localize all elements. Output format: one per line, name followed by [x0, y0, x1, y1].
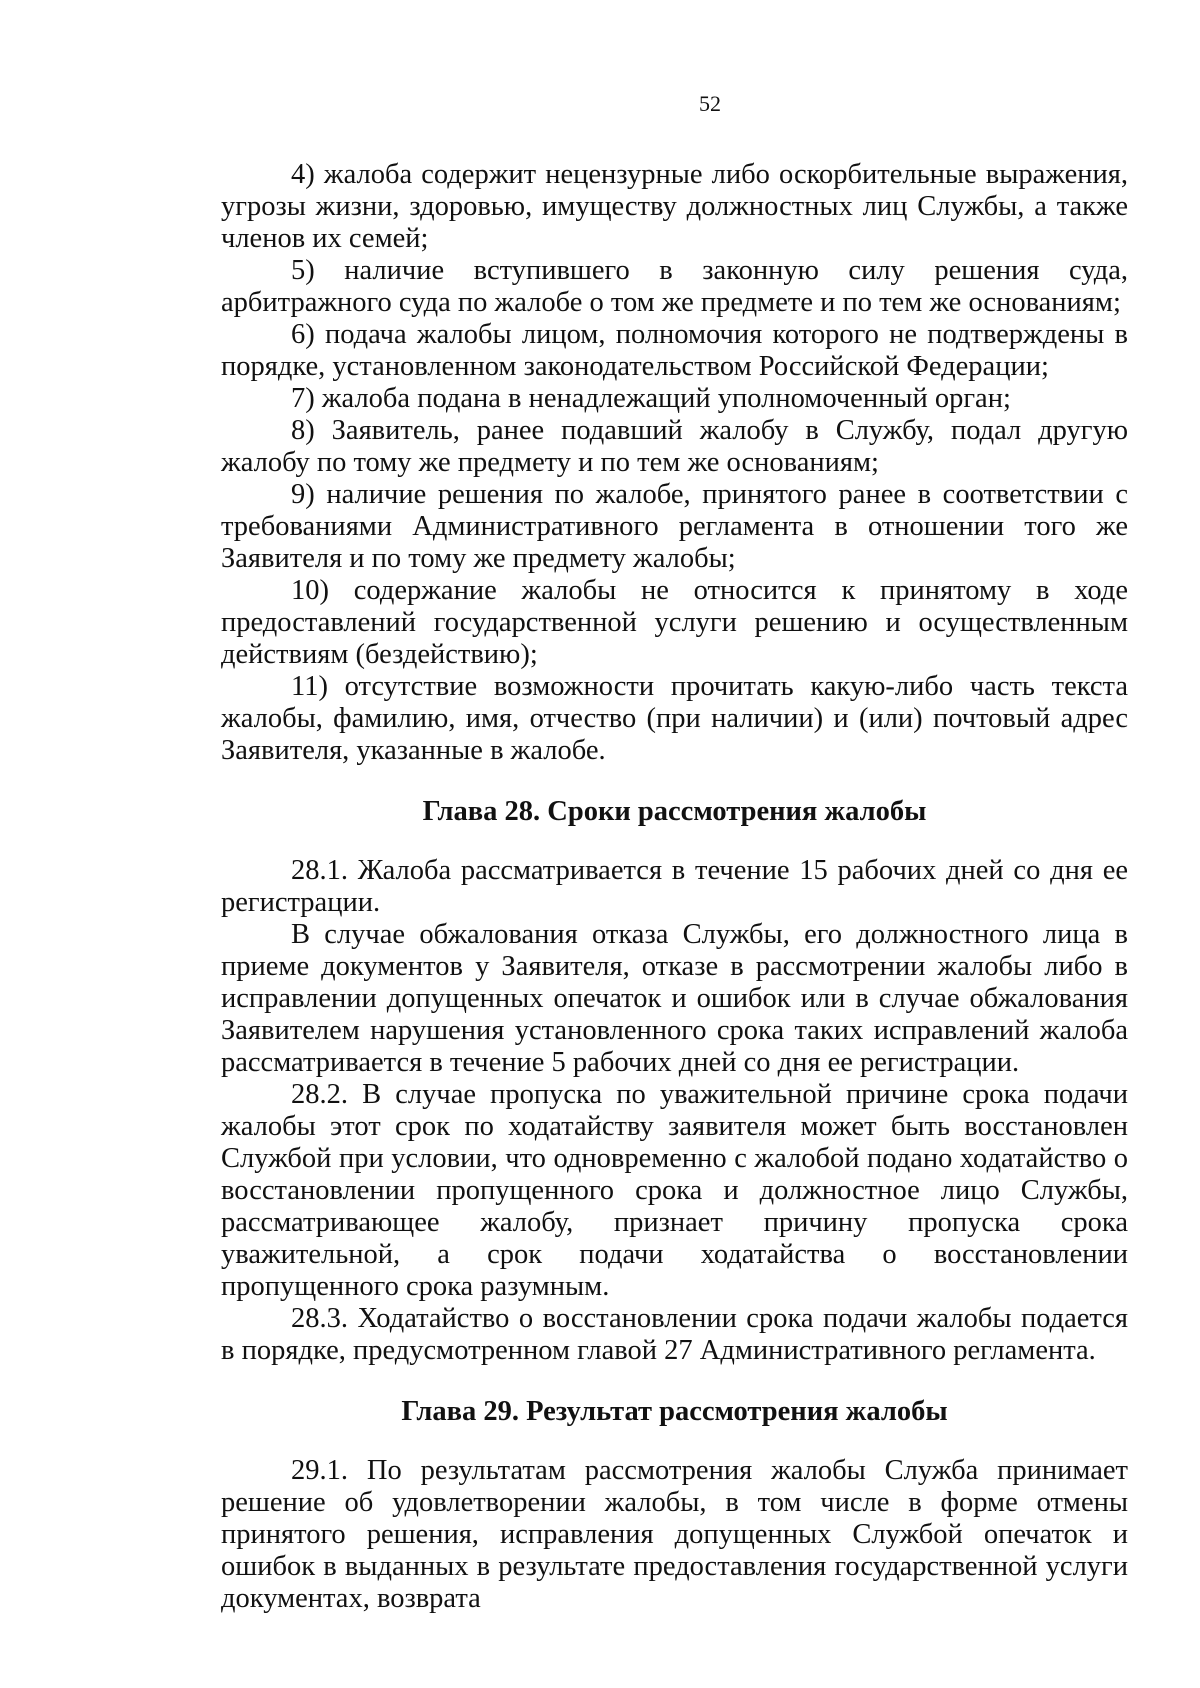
paragraph-28-1: 28.1. Жалоба рассматривается в течение 15 рабочих дней со дня ее регистрации.	[221, 855, 1128, 918]
paragraph-29-1: 29.1. По результатам рассмотрения жалобы Служба принимает решение об удовлетворении жалобы, в том числе в форме отмены принятого решения, исправления допущенных Службой опечаток и ошибок в выданных в результате предоставления государственной услуги документах, возврата	[221, 1455, 1128, 1614]
paragraph-28-1-appeal: В случае обжалования отказа Службы, его должностного лица в приеме документов у Заявителя, отказе в рассмотрении жалобы либо в исправлении допущенных опечаток и ошибок или в случае обжалования Заявителем нарушения установленного срока таких исправлений жалоба рассматривается в течение 5 рабочих дней со дня ее регистрации.	[221, 919, 1128, 1078]
paragraph-item-4: 4) жалоба содержит нецензурные либо оскорбительные выражения, угрозы жизни, здоровью, имуществу должностных лиц Службы, а также членов их семей;	[221, 159, 1128, 254]
paragraph-item-7: 7) жалоба подана в ненадлежащий уполномоченный орган;	[291, 383, 1011, 414]
paragraph-item-6: 6) подача жалобы лицом, полномочия которого не подтверждены в порядке, установленном законодательством Российской Федерации;	[221, 319, 1128, 382]
page-number: 52	[699, 91, 721, 116]
paragraph-item-11: 11) отсутствие возможности прочитать какую-либо часть текста жалобы, фамилию, имя, отчество (при наличии) и (или) почтовый адрес Заявителя, указанные в жалобе.	[221, 671, 1128, 766]
paragraph-item-8: 8) Заявитель, ранее подавший жалобу в Службу, подал другую жалобу по тому же предмету и по тем же основаниям;	[221, 415, 1128, 478]
paragraph-item-10: 10) содержание жалобы не относится к принятому в ходе предоставлений государственной услуги решению и осуществленным действиям (бездействию);	[221, 575, 1128, 670]
chapter-28-heading: Глава 28. Сроки рассмотрения жалобы	[422, 796, 927, 827]
paragraph-item-5: 5) наличие вступившего в законную силу решения суда, арбитражного суда по жалобе о том же предмете и по тем же основаниям;	[221, 255, 1128, 318]
document-body	[221, 159, 1128, 1615]
paragraph-28-3: 28.3. Ходатайство о восстановлении срока подачи жалобы подается в порядке, предусмотренном главой 27 Административного регламента.	[221, 1303, 1128, 1366]
paragraph-28-2: 28.2. В случае пропуска по уважительной причине срока подачи жалобы этот срок по ходатайству заявителя может быть восстановлен Службой при условии, что одновременно с жалобой подано ходатайство о восстановлении пропущенного срока и должностное лицо Службы, рассматривающее жалобу, признает причину пропуска срока уважительной, а срок подачи ходатайства о восстановлении пропущенного срока разумным.	[221, 1079, 1128, 1302]
chapter-29-heading: Глава 29. Результат рассмотрения жалобы	[401, 1396, 948, 1427]
paragraph-item-9: 9) наличие решения по жалобе, принятого ранее в соответствии с требованиями Административного регламента в отношении того же Заявителя и по тому же предмету жалобы;	[221, 479, 1128, 574]
